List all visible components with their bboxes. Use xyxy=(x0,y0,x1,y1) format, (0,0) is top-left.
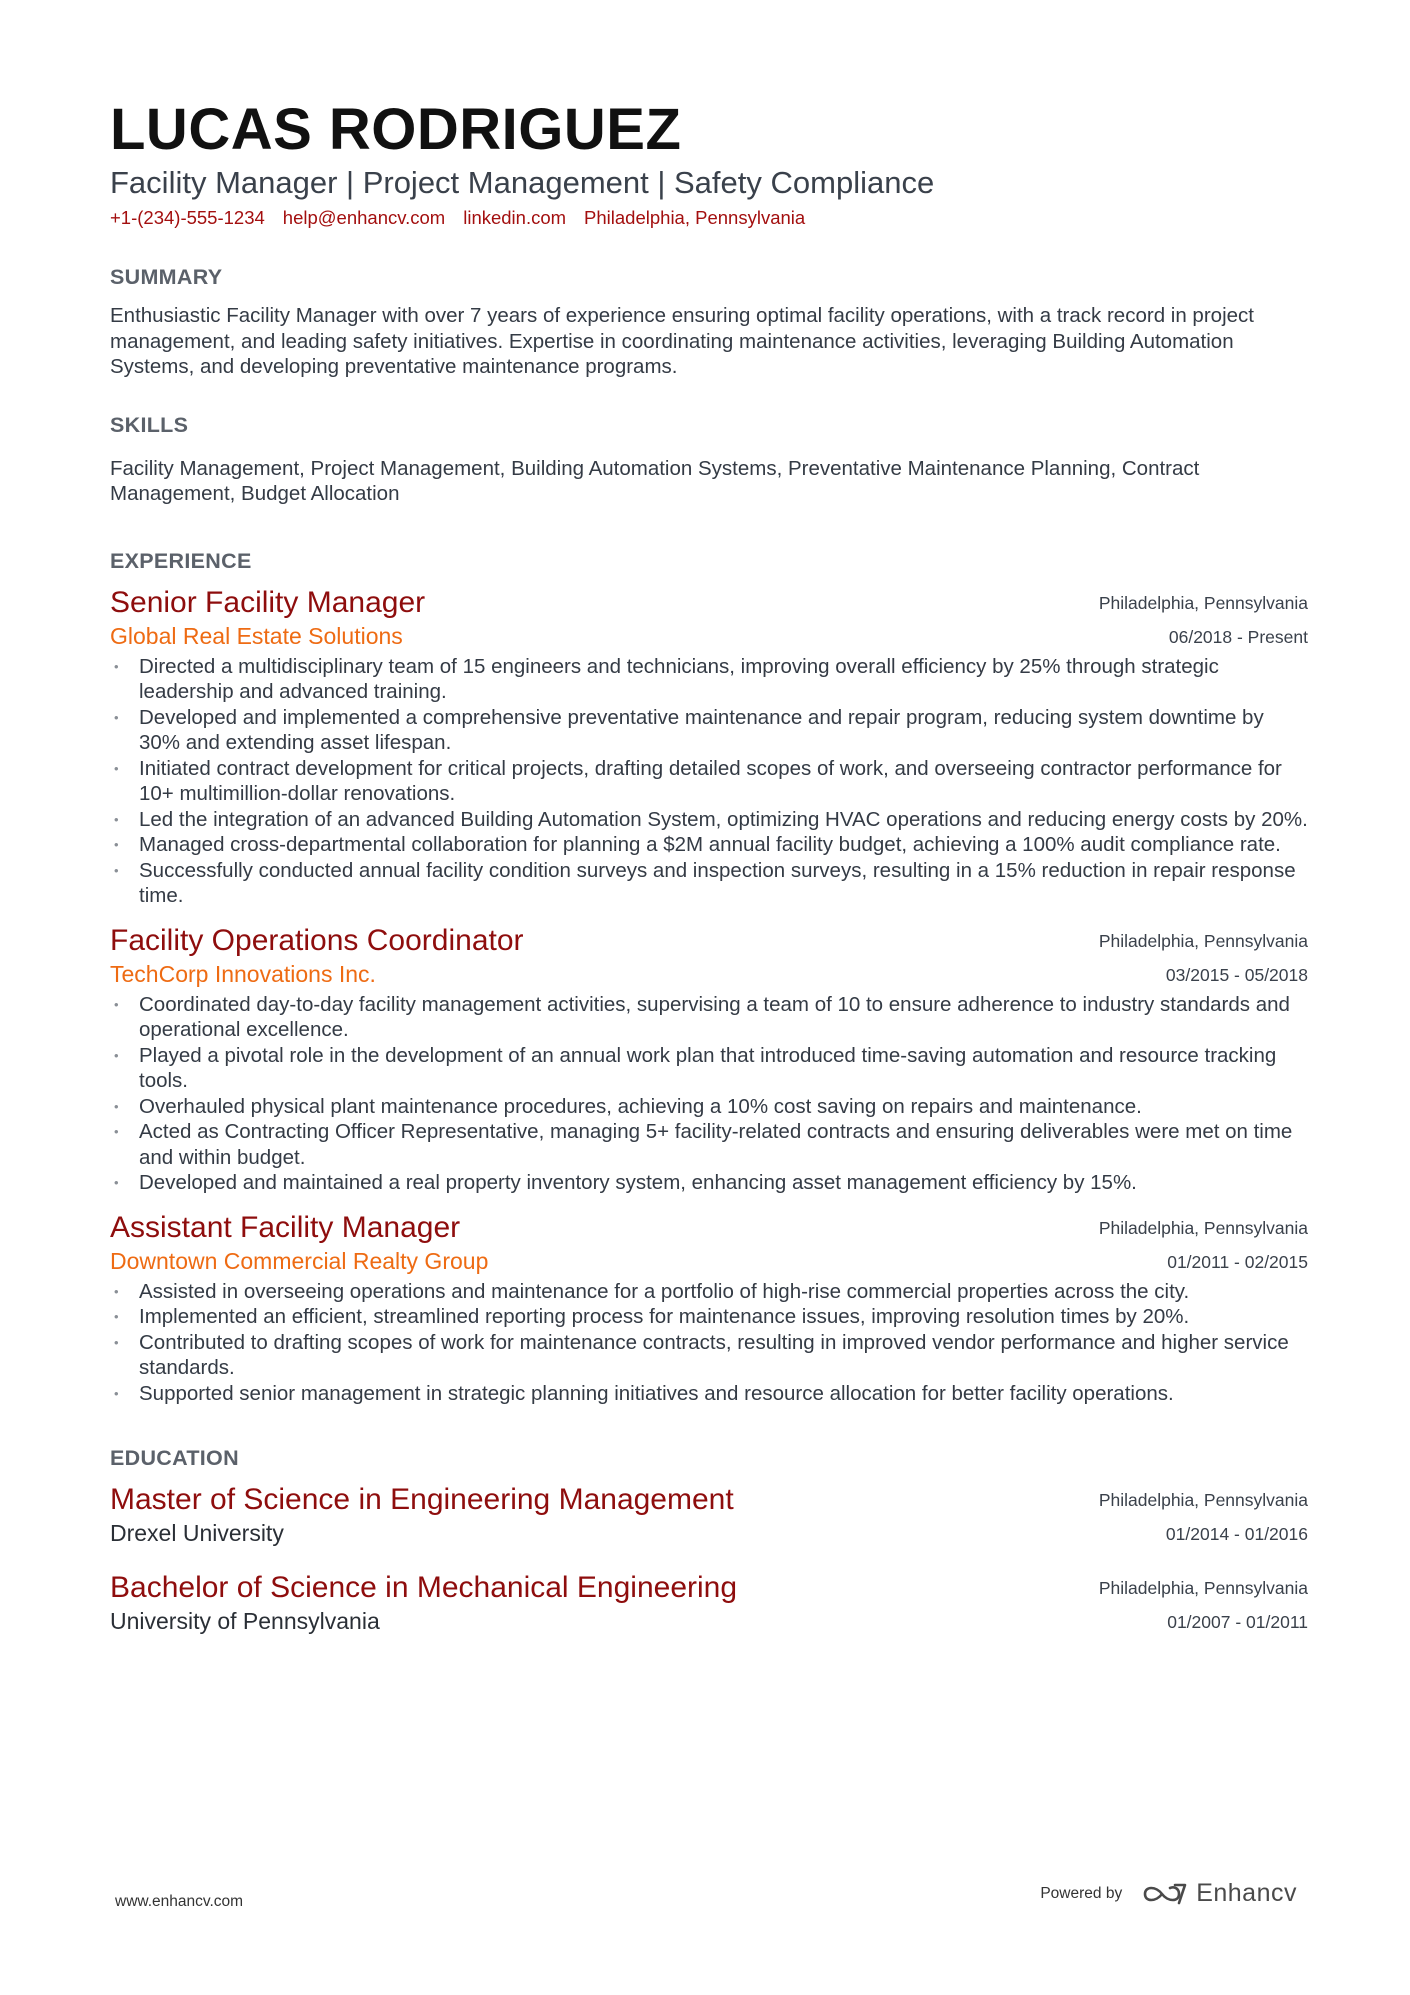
resume-page xyxy=(110,95,1308,1636)
bullet-dot-icon: • xyxy=(114,837,119,852)
list-item: • Successfully conducted annual facility condition surveys and inspection surveys, resulting in a 15% reduction in repair response time. xyxy=(114,858,1296,907)
list-item: • Initiated contract development for critical projects, drafting detailed scopes of work, and overseeing contractor performance for 10+ multimillion-dollar renovations. xyxy=(114,756,1282,805)
list-item: • Assisted in overseeing operations and maintenance for a portfolio of high-rise commercial properties across the city. xyxy=(114,1279,1190,1303)
contact-linkedin[interactable]: linkedin.com xyxy=(463,207,567,228)
education-location: Philadelphia, Pennsylvania xyxy=(1098,1578,1308,1598)
skills-title: SKILLS xyxy=(110,412,189,437)
bullet-dot-icon: • xyxy=(114,658,119,674)
experience-entry xyxy=(110,1210,1308,1407)
job-dates: 01/2011 - 02/2015 xyxy=(1167,1251,1308,1272)
list-item: • Overhauled physical plant maintenance procedures, achieving a 10% cost saving on repairs and maintenance. xyxy=(114,1094,1142,1118)
footer-website[interactable]: www.enhancv.com xyxy=(115,1893,244,1910)
degree-title: Master of Science in Engineering Management xyxy=(110,1483,734,1516)
education-dates: 01/2007 - 01/2011 xyxy=(1167,1612,1308,1632)
list-item: • Developed and implemented a comprehensive preventative maintenance and repair program, reducing system downtime by 30% and extending asset lifespan. xyxy=(114,705,1264,754)
company-name: Global Real Estate Solutions xyxy=(110,622,403,649)
skills-text: Facility Management, Project Management, Building Automation Systems, Preventative Maintenance Planning, Contract Management, Budget Allocation xyxy=(110,456,1200,505)
job-location: Philadelphia, Pennsylvania xyxy=(1098,592,1308,613)
list-item: • Managed cross-departmental collaboration for planning a $2M annual facility budget, achieving a 100% audit compliance rate. xyxy=(114,833,1281,856)
job-dates: 03/2015 - 05/2018 xyxy=(1165,964,1308,985)
list-item: • Acted as Contracting Officer Representative, managing 5+ facility-related contracts and ensuring deliverables were met on time and within budget. xyxy=(114,1120,1293,1169)
bullet-dot-icon: • xyxy=(114,1283,119,1299)
job-title: Facility Operations Coordinator xyxy=(110,923,524,957)
bullet-dot-icon: • xyxy=(114,1385,119,1401)
education-entry xyxy=(110,1482,1308,1548)
list-item: • Directed a multidisciplinary team of 15 engineers and technicians, improving overall efficiency by 25% through strategic leadership and advanced training. xyxy=(114,654,1219,703)
job-location: Philadelphia, Pennsylvania xyxy=(1098,1217,1308,1238)
bullet-dot-icon: • xyxy=(114,709,119,725)
experience-section xyxy=(110,549,1308,1407)
bullet-dot-icon: • xyxy=(114,760,119,776)
bullet-dot-icon: • xyxy=(114,1124,119,1139)
enhancv-logo-icon xyxy=(1142,1881,1188,1907)
education-location: Philadelphia, Pennsylvania xyxy=(1098,1490,1308,1510)
degree-title: Bachelor of Science in Mechanical Engineering xyxy=(110,1571,738,1604)
education-dates: 01/2014 - 01/2016 xyxy=(1165,1524,1308,1544)
brand-logo[interactable] xyxy=(1142,1879,1297,1908)
job-bullets xyxy=(110,654,1308,909)
summary-section xyxy=(110,265,1308,380)
education-entry xyxy=(110,1570,1308,1636)
candidate-name: LUCAS RODRIGUEZ xyxy=(110,97,682,162)
skills-section xyxy=(110,413,1308,507)
company-name: Downtown Commercial Realty Group xyxy=(110,1247,489,1274)
job-bullets xyxy=(110,1279,1308,1407)
summary-title: SUMMARY xyxy=(110,265,223,289)
bullet-dot-icon: • xyxy=(114,811,119,827)
bullet-dot-icon: • xyxy=(114,996,119,1012)
job-bullets xyxy=(110,992,1308,1196)
job-title: Assistant Facility Manager xyxy=(110,1210,461,1244)
candidate-headline: Facility Manager | Project Management | Safety Compliance xyxy=(110,165,935,200)
list-item: • Coordinated day-to-day facility management activities, supervising a team of 10 to ensure adherence to industry standards and operational excellence. xyxy=(114,992,1290,1041)
experience-entry xyxy=(110,923,1308,1196)
experience-title: EXPERIENCE xyxy=(110,548,252,573)
contact-email[interactable]: help@enhancv.com xyxy=(282,207,446,228)
list-item: • Implemented an efficient, streamlined reporting process for maintenance issues, improving resolution times by 20%. xyxy=(114,1305,1190,1328)
education-title: EDUCATION xyxy=(110,1446,239,1470)
bullet-dot-icon: • xyxy=(114,862,119,878)
list-item: • Developed and maintained a real property inventory system, enhancing asset management efficiency by 15%. xyxy=(114,1171,1137,1194)
bullet-dot-icon: • xyxy=(114,1309,119,1324)
bullet-dot-icon: • xyxy=(114,1334,119,1350)
powered-by-label: Powered by xyxy=(1040,1884,1123,1902)
bullet-dot-icon: • xyxy=(114,1175,119,1190)
list-item: • Led the integration of an advanced Building Automation System, optimizing HVAC operations and reducing energy costs by 20%. xyxy=(114,807,1308,831)
education-section xyxy=(110,1446,1308,1636)
experience-entry xyxy=(110,585,1308,909)
footer-branding xyxy=(1040,1879,1297,1908)
summary-text: Enthusiastic Facility Manager with over 7 years of experience ensuring optimal facility operations, with a track record in project management, and leading safety initiatives. Expertise in coordinating maintenance activities, leveraging Building Automation Systems, and developing preventative maintenance programs. xyxy=(110,304,1254,378)
job-dates: 06/2018 - Present xyxy=(1168,626,1308,647)
contact-location: Philadelphia, Pennsylvania xyxy=(584,207,806,228)
brand-name: Enhancv xyxy=(1196,1879,1297,1907)
bullet-dot-icon: • xyxy=(114,1047,119,1063)
school-name: University of Pennsylvania xyxy=(110,1608,380,1634)
company-name: TechCorp Innovations Inc. xyxy=(110,960,376,987)
job-title: Senior Facility Manager xyxy=(110,585,426,619)
contact-info xyxy=(110,207,1308,229)
list-item: • Supported senior management in strategic planning initiatives and resource allocation for better facility operations. xyxy=(114,1381,1174,1405)
school-name: Drexel University xyxy=(110,1520,284,1546)
list-item: • Played a pivotal role in the development of an annual work plan that introduced time-saving automation and resource tracking tools. xyxy=(114,1043,1277,1092)
resume-header xyxy=(110,95,1308,229)
list-item: • Contributed to drafting scopes of work for maintenance contracts, resulting in improved vendor performance and higher service standards. xyxy=(114,1330,1289,1379)
bullet-dot-icon: • xyxy=(114,1098,119,1114)
contact-phone[interactable]: +1-(234)-555-1234 xyxy=(110,207,265,228)
job-location: Philadelphia, Pennsylvania xyxy=(1098,930,1308,951)
